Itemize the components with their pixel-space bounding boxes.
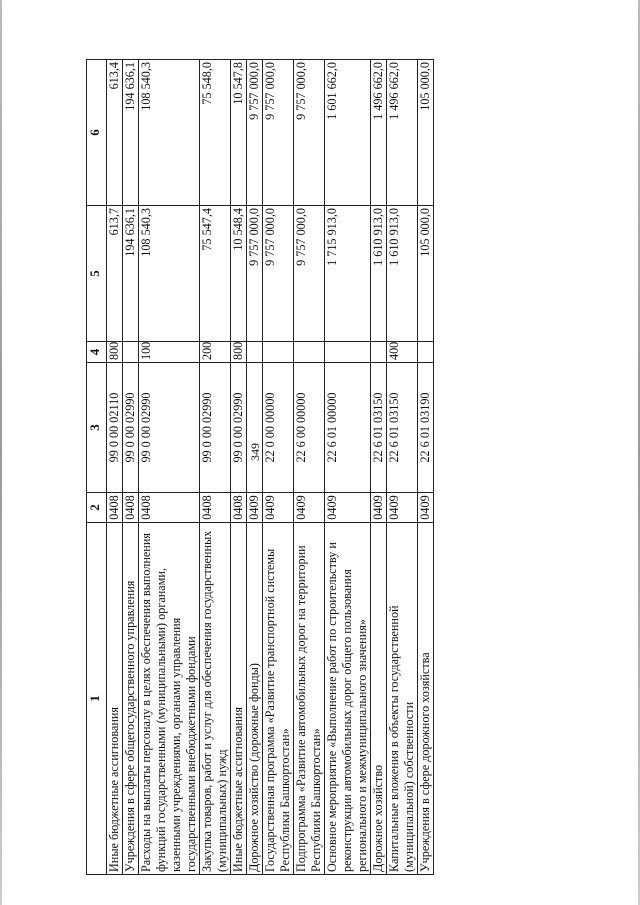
row-name: Дорожное хозяйство <box>371 523 387 875</box>
row-name: Учреждения в сфере дорожного хозяйства <box>418 523 434 875</box>
row-section-code: 0409 <box>247 493 263 523</box>
table-header-row <box>87 60 107 875</box>
row-expense-type: 100 <box>139 342 200 363</box>
row-target-code: 22 6 01 03150 <box>387 363 418 493</box>
row-amount-col-6: 75 548,0 <box>200 60 231 206</box>
row-target-code: 22 6 00 00000 <box>294 363 325 493</box>
row-expense-type <box>371 342 387 363</box>
row-expense-type: 800 <box>231 342 247 363</box>
row-amount-col-5: 9 757 000,0 <box>294 206 325 342</box>
table-row <box>247 60 263 875</box>
row-section-code: 0408 <box>139 493 200 523</box>
row-target-code <box>247 363 263 493</box>
row-target-code: 22 0 00 00000 <box>263 363 294 493</box>
header-col-5: 5 <box>87 206 107 342</box>
row-name: Дорожное хозяйство (дорожные фонды) <box>247 523 263 875</box>
row-expense-type: 800 <box>107 342 123 363</box>
row-amount-col-6: 10 547,8 <box>231 60 247 206</box>
row-expense-type <box>263 342 294 363</box>
row-amount-col-6: 1 496 662,0 <box>387 60 418 206</box>
row-amount-col-5: 1 610 913,0 <box>371 206 387 342</box>
row-target-code: 99 0 00 02110 <box>107 363 123 493</box>
row-name: Подпрограмма «Развитие автомобильных дорог на территории Республики Башкортостан» <box>294 523 325 875</box>
row-amount-col-5: 9 757 000,0 <box>247 206 263 342</box>
row-target-code: 99 0 00 02990 <box>123 363 139 493</box>
table-row <box>263 60 294 875</box>
row-target-code: 22 6 01 03150 <box>371 363 387 493</box>
table-row <box>371 60 387 875</box>
row-name: Расходы на выплаты персоналу в целях обеспечения выполнения функций государственными (муниципальными) органами, казенными учреждениями, органами управления государственными внебюджетными фондами <box>139 523 200 875</box>
row-section-code: 0409 <box>263 493 294 523</box>
row-section-code: 0408 <box>231 493 247 523</box>
row-amount-col-5: 105 000,0 <box>418 206 434 342</box>
table-row <box>294 60 325 875</box>
row-section-code: 0409 <box>294 493 325 523</box>
row-amount-col-6: 613,4 <box>107 60 123 206</box>
row-name: Капитальные вложения в объекты государственной (муниципальной) собственности <box>387 523 418 875</box>
row-amount-col-6: 105 000,0 <box>418 60 434 206</box>
budget-table-body <box>107 60 434 875</box>
row-target-code: 99 0 00 02990 <box>200 363 231 493</box>
row-amount-col-5: 1 610 913,0 <box>387 206 418 342</box>
budget-table <box>86 59 434 875</box>
row-name: Иные бюджетные ассигнования <box>231 523 247 875</box>
table-row <box>107 60 123 875</box>
row-section-code: 0409 <box>325 493 371 523</box>
row-amount-col-5: 108 540,3 <box>139 206 200 342</box>
row-amount-col-6: 1 496 662,0 <box>371 60 387 206</box>
row-target-code: 99 0 00 02990 <box>231 363 247 493</box>
table-row <box>200 60 231 875</box>
row-section-code: 0408 <box>123 493 139 523</box>
row-name: Основное мероприятие «Выполнение работ по строительству и реконструкции автомобильных дорог общего пользования регионального и межмуниципального значения» <box>325 523 371 875</box>
row-section-code: 0409 <box>371 493 387 523</box>
row-section-code: 0409 <box>418 493 434 523</box>
rotated-page-content <box>86 59 510 875</box>
row-name: Государственная программа «Развитие транспортной системы Республики Башкортостан» <box>263 523 294 875</box>
scan-edge-left <box>0 0 2 905</box>
row-amount-col-6: 108 540,3 <box>139 60 200 206</box>
header-col-4: 4 <box>87 342 107 363</box>
row-expense-type <box>247 342 263 363</box>
row-expense-type <box>123 342 139 363</box>
row-name: Закупка товаров, работ и услуг для обеспечения государственных (муниципальных) нужд <box>200 523 231 875</box>
table-row <box>123 60 139 875</box>
row-amount-col-5: 613,7 <box>107 206 123 342</box>
row-amount-col-6: 194 636,1 <box>123 60 139 206</box>
row-section-code: 0408 <box>107 493 123 523</box>
row-expense-type <box>325 342 371 363</box>
row-amount-col-5: 10 548,4 <box>231 206 247 342</box>
header-col-6: 6 <box>87 60 107 206</box>
row-expense-type: 200 <box>200 342 231 363</box>
row-expense-type <box>294 342 325 363</box>
table-row <box>231 60 247 875</box>
table-row <box>418 60 434 875</box>
row-target-code: 22 6 01 00000 <box>325 363 371 493</box>
page-number: 349 <box>248 443 262 461</box>
row-amount-col-5: 194 636,1 <box>123 206 139 342</box>
row-target-code: 99 0 00 02990 <box>139 363 200 493</box>
header-col-2: 2 <box>87 493 107 523</box>
row-section-code: 0408 <box>200 493 231 523</box>
header-col-1: 1 <box>87 523 107 875</box>
row-amount-col-6: 9 757 000,0 <box>294 60 325 206</box>
row-expense-type: 400 <box>387 342 418 363</box>
header-col-3: 3 <box>87 363 107 493</box>
row-amount-col-5: 1 715 913,0 <box>325 206 371 342</box>
row-name: Учреждения в сфере общегосударственного управления <box>123 523 139 875</box>
row-amount-col-5: 9 757 000,0 <box>263 206 294 342</box>
row-amount-col-6: 9 757 000,0 <box>247 60 263 206</box>
table-row <box>325 60 371 875</box>
row-amount-col-6: 1 601 662,0 <box>325 60 371 206</box>
table-row <box>139 60 200 875</box>
row-amount-col-5: 75 547,4 <box>200 206 231 342</box>
row-amount-col-6: 9 757 000,0 <box>263 60 294 206</box>
table-row <box>387 60 418 875</box>
row-section-code: 0409 <box>387 493 418 523</box>
row-target-code: 22 6 01 03190 <box>418 363 434 493</box>
row-name: Иные бюджетные ассигнования <box>107 523 123 875</box>
row-expense-type <box>418 342 434 363</box>
